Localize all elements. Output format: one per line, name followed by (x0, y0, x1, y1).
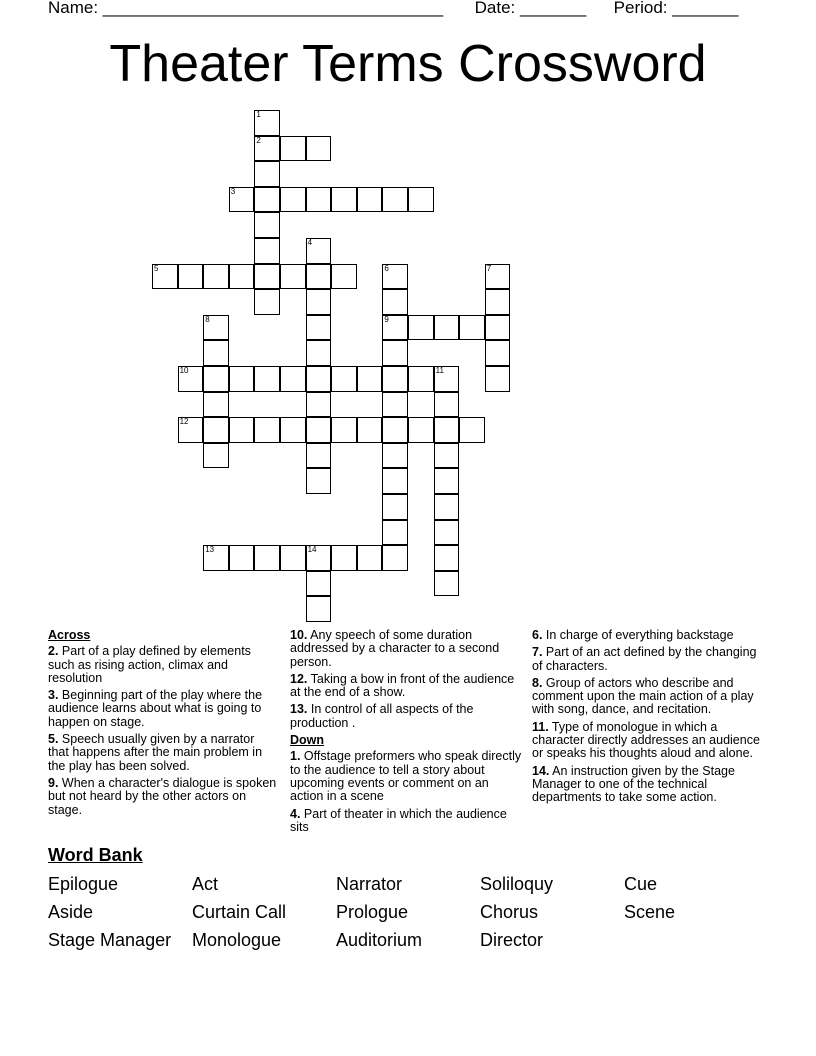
grid-cell[interactable] (203, 264, 229, 290)
word-bank-item: Prologue (336, 902, 409, 922)
grid-cell[interactable] (280, 366, 306, 392)
clue-num: 6. (532, 628, 543, 642)
clue-item (48, 777, 278, 817)
grid-cell[interactable] (434, 392, 460, 418)
grid-cell[interactable] (306, 366, 332, 392)
grid-cell[interactable] (280, 545, 306, 571)
clue-item (532, 765, 767, 805)
clue-text: In control of all aspects of the production . (290, 702, 474, 730)
grid-cell[interactable] (434, 571, 460, 597)
clue-item (290, 629, 525, 669)
grid-cell[interactable] (382, 264, 408, 290)
clue-text: An instruction given by the Stage Manager to one of the technical departments to take some action. (532, 763, 735, 805)
grid-cell[interactable] (382, 520, 408, 546)
clue-number: 10 (179, 366, 189, 375)
grid-cell[interactable] (306, 443, 332, 469)
word-bank-item: Cue (624, 874, 658, 894)
grid-cell[interactable] (254, 366, 280, 392)
grid-cell[interactable] (485, 315, 511, 341)
grid-cell[interactable] (485, 340, 511, 366)
grid-cell[interactable] (178, 417, 204, 443)
page-title: Theater Terms Crossword (109, 35, 707, 93)
clue-number: 11 (435, 366, 444, 375)
grid-cell[interactable] (254, 187, 280, 213)
grid-cell[interactable] (254, 264, 280, 290)
clue-text: Any speech of some duration addressed by a character to a second person. (290, 628, 500, 669)
name-field[interactable]: Name: ____________________________________ (48, 0, 444, 17)
grid-cell[interactable] (434, 315, 460, 341)
grid-cell[interactable] (357, 417, 383, 443)
grid-cell[interactable] (434, 494, 460, 520)
word-bank-item: Stage Manager (48, 930, 172, 950)
grid-cell[interactable] (434, 443, 460, 469)
grid-cell[interactable] (382, 366, 408, 392)
grid-cell[interactable] (434, 545, 460, 571)
grid-cell[interactable] (229, 417, 255, 443)
clue-item (290, 808, 525, 835)
clues-column-3 (532, 629, 767, 809)
clue-number: 14 (307, 545, 317, 555)
clue-text: Type of monologue in which a character directly addresses an audience or speaks his thoughts aloud and alone. (532, 719, 760, 761)
grid-cell[interactable] (306, 340, 332, 366)
grid-cell[interactable] (408, 417, 434, 443)
clue-text: Offstage preformers who speak directly to the audience to tell a story about upcoming events or comment on an action in a scene (290, 749, 522, 804)
grid-cell[interactable] (280, 136, 306, 162)
grid-cell[interactable] (254, 417, 280, 443)
grid-cell[interactable] (357, 366, 383, 392)
clues-column-2 (290, 629, 525, 838)
clue-number: 6 (384, 263, 389, 273)
clue-text: Beginning part of the play where the audience learns about what is going to happen on stage. (48, 688, 263, 729)
grid-cell[interactable] (306, 238, 332, 264)
grid-cell[interactable] (434, 468, 460, 494)
clue-num: 1. (290, 749, 301, 764)
grid-cell[interactable] (254, 136, 280, 162)
grid-cell[interactable] (382, 187, 408, 213)
grid-cell[interactable] (229, 264, 255, 290)
grid-cell[interactable] (229, 187, 255, 213)
word-bank-item: Soliloquy (480, 874, 554, 894)
grid-cell[interactable] (254, 161, 280, 187)
across-heading: Across (48, 628, 91, 642)
grid-cell[interactable] (254, 238, 280, 264)
grid-cell[interactable] (382, 494, 408, 520)
grid-cell[interactable] (382, 417, 408, 443)
grid-cell[interactable] (306, 468, 332, 494)
clue-text: In charge of everything backstage (542, 628, 734, 642)
grid-cell[interactable] (408, 187, 434, 213)
grid-cell[interactable] (306, 417, 332, 443)
grid-cell[interactable] (280, 187, 306, 213)
grid-cell[interactable] (280, 417, 306, 443)
clue-num: 4. (290, 806, 301, 821)
grid-cell[interactable] (203, 443, 229, 469)
clue-number: 1 (256, 110, 261, 119)
grid-cell[interactable] (178, 264, 204, 290)
grid-cell[interactable] (306, 571, 332, 597)
clue-text: Part of an act defined by the changing of characters. (532, 645, 757, 673)
clue-num: 5. (48, 732, 59, 747)
grid-cell[interactable] (306, 392, 332, 418)
grid-cell[interactable] (434, 366, 460, 392)
grid-cell[interactable] (382, 443, 408, 469)
clue-number: 8 (205, 314, 210, 324)
clue-number: 2 (256, 135, 261, 145)
clue-number: 3 (230, 186, 236, 196)
clue-item (290, 703, 525, 730)
clue-text: When a character's dialogue is spoken but not heard by the other actors on stage. (48, 775, 277, 817)
grid-cell[interactable] (357, 545, 383, 571)
clue-item (532, 677, 767, 717)
clue-text: Speech usually given by a narrator that happens after the main problem in the play has been solved. (48, 732, 263, 773)
clue-text: Taking a bow in front of the audience at the end of a show. (290, 671, 515, 700)
clue-number: 7 (486, 263, 492, 273)
grid-cell[interactable] (382, 340, 408, 366)
grid-cell[interactable] (254, 545, 280, 571)
clue-item (48, 689, 278, 729)
word-bank-item: Auditorium (336, 930, 423, 950)
word-bank-item: Director (480, 930, 544, 950)
grid-cell[interactable] (331, 545, 357, 571)
grid-cell[interactable] (357, 187, 383, 213)
grid-cell[interactable] (434, 417, 460, 443)
word-bank-title: Word Bank (48, 845, 143, 865)
grid-cell[interactable] (382, 545, 408, 571)
clue-num: 13. (290, 702, 308, 717)
grid-cell[interactable] (306, 315, 332, 341)
grid-cell[interactable] (382, 315, 408, 341)
grid-cell[interactable] (485, 289, 511, 315)
grid-cell[interactable] (459, 315, 485, 341)
grid-cell[interactable] (331, 187, 357, 213)
clue-number: 12 (179, 417, 189, 427)
clue-text: Part of a play defined by elements such as rising action, climax and resolution (48, 644, 251, 685)
grid-cell[interactable] (306, 187, 332, 213)
grid-cell[interactable] (203, 545, 229, 571)
word-bank-item: Act (192, 874, 219, 894)
clue-item (48, 733, 278, 773)
grid-cell[interactable] (254, 212, 280, 238)
clue-text: Part of theater in which the audience sits (290, 806, 507, 834)
word-bank-item: Epilogue (48, 874, 119, 894)
clue-num: 9. (48, 775, 59, 790)
grid-cell[interactable] (485, 264, 511, 290)
clue-number: 4 (307, 238, 313, 247)
grid-cell[interactable] (485, 366, 511, 392)
grid-cell[interactable] (203, 417, 229, 443)
grid-cell[interactable] (178, 366, 204, 392)
clue-item (532, 629, 767, 642)
grid-cell[interactable] (331, 366, 357, 392)
grid-cell[interactable] (331, 417, 357, 443)
period-field[interactable]: Period: _______ (613, 0, 739, 17)
grid-cell[interactable] (434, 520, 460, 546)
grid-cell[interactable] (306, 136, 332, 162)
clue-number: 5 (154, 263, 159, 273)
clue-item (532, 646, 767, 673)
word-bank-item: Monologue (192, 930, 282, 950)
date-field[interactable]: Date: _______ (474, 0, 587, 17)
clue-item (532, 721, 767, 761)
grid-cell[interactable] (280, 264, 306, 290)
grid-cell[interactable] (229, 366, 255, 392)
clue-num: 11. (532, 719, 549, 734)
grid-cell[interactable] (382, 468, 408, 494)
word-bank-item: Aside (48, 902, 94, 922)
clue-number: 9 (384, 314, 389, 324)
clue-item (290, 750, 525, 803)
grid-cell[interactable] (382, 289, 408, 315)
clue-num: 2. (48, 644, 59, 659)
grid-cell[interactable] (331, 264, 357, 290)
grid-cell[interactable] (306, 264, 332, 290)
grid-cell[interactable] (229, 545, 255, 571)
grid-cell[interactable] (152, 264, 178, 290)
word-bank-item: Chorus (480, 902, 539, 922)
grid-cell[interactable] (408, 366, 434, 392)
down-heading: Down (290, 733, 325, 748)
grid-cell[interactable] (203, 340, 229, 366)
grid-cell[interactable] (382, 392, 408, 418)
grid-cell[interactable] (408, 315, 434, 341)
clue-num: 12. (290, 671, 308, 686)
grid-cell[interactable] (306, 545, 332, 571)
grid-cell[interactable] (254, 110, 280, 136)
clue-num: 10. (290, 628, 308, 642)
clue-number: 13 (205, 545, 215, 555)
word-bank-item: Scene (624, 902, 676, 922)
clues-column-1 (48, 629, 278, 821)
clue-num: 14. (532, 763, 550, 778)
grid-cell[interactable] (459, 417, 485, 443)
grid-cell[interactable] (254, 289, 280, 315)
grid-cell[interactable] (203, 392, 229, 418)
clue-num: 7. (532, 645, 543, 660)
word-bank-item: Narrator (336, 874, 403, 894)
grid-cell[interactable] (306, 289, 332, 315)
grid-cell[interactable] (203, 315, 229, 341)
word-bank-item: Curtain Call (192, 902, 287, 922)
clue-text: Group of actors who describe and comment upon the main action of a play with song, dance, and recitation. (532, 675, 754, 717)
clue-item (290, 673, 525, 700)
grid-cell[interactable] (203, 366, 229, 392)
clue-item (48, 645, 278, 685)
grid-cell[interactable] (306, 596, 332, 622)
clue-num: 3. (48, 688, 59, 703)
clue-num: 8. (532, 675, 543, 690)
